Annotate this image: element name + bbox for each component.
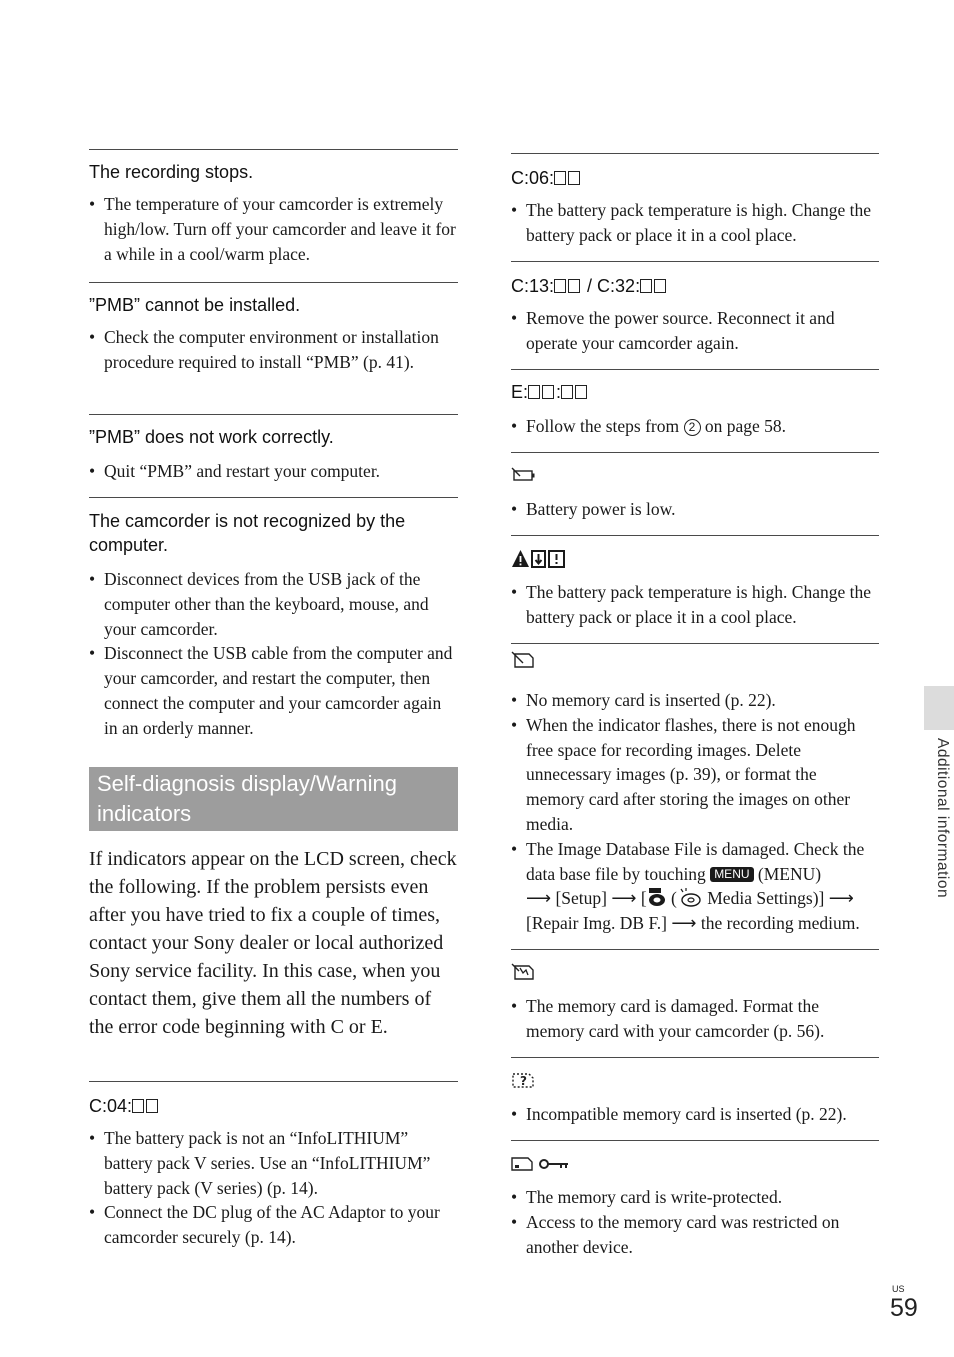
banner-title: Self-diagnosis display/Warning indicators [97, 771, 397, 826]
media-settings-icon [647, 887, 667, 907]
digit-box-icon [542, 385, 554, 399]
digit-box-icon [561, 385, 573, 399]
digit-box-icon [554, 279, 566, 293]
digit-box-icon [640, 279, 652, 293]
media-settings-outline-icon [677, 887, 703, 907]
list-item: • No memory card is inserted (p. 22). [511, 688, 879, 713]
section-heading: ”PMB” does not work correctly. [89, 427, 334, 447]
list-item: • When the indicator flashes, there is not enough free space for recording images. Delete unnecessary images (p. 39), or format the memory card after storing the images on other media. [511, 713, 879, 837]
digit-box-icon [554, 171, 566, 185]
write-protected-card-icon [511, 1154, 571, 1172]
digit-box-icon [568, 279, 580, 293]
list-item: • Remove the power source. Reconnect it and operate your camcorder again. [511, 306, 879, 356]
digit-box-icon [528, 385, 540, 399]
section-card-incompatible [511, 1057, 879, 1124]
section-battery-temp [511, 535, 879, 627]
error-code-heading: C:13: / C:32: [511, 274, 879, 298]
list-item: • Battery power is low. [511, 497, 879, 522]
list-item: • The temperature of your camcorder is extremely high/low. Turn off your camcorder and leave it for a while in a cool/warm place. [89, 192, 458, 266]
section-pmb-install [89, 282, 458, 372]
digit-box-icon [132, 1099, 144, 1113]
section-heading: The camcorder is not recognized by the computer. [89, 511, 406, 555]
no-memory-card-icon [511, 651, 537, 669]
list-item: • The Image Database File is damaged. Check the data base file by touching MENU (MENU) ⟶ [Setup] ⟶ [ ( Media Settings)] ⟶ [Repair Img. DB F.] ⟶ the recording medium. [511, 837, 879, 936]
error-code-heading: C:04: [89, 1094, 458, 1118]
svg-text:?: ? [520, 1074, 527, 1088]
page-region-code: US [892, 1284, 905, 1294]
battery-low-icon [511, 467, 537, 483]
arrow-right-icon: ⟶ [828, 888, 854, 909]
incompatible-memory-card-icon [511, 1071, 537, 1089]
section-pmb-not-working [89, 414, 458, 481]
digit-box-icon [575, 385, 587, 399]
section-card-damaged [511, 949, 879, 1041]
arrow-right-icon: ⟶ [526, 888, 552, 909]
section-code-c04 [89, 1081, 458, 1248]
digit-box-icon [568, 171, 580, 185]
section-not-recognized [89, 497, 458, 738]
intro-paragraph: If indicators appear on the LCD screen, check the following. If the problem persists even after you have tried to fix a couple of times, contact your Sony dealer or local authorized Sony service facility. In this case, when you contact them, give them all the numbers of the error code beginning with C or E. [89, 848, 457, 1038]
digit-box-icon [146, 1099, 158, 1113]
list-item: • Access to the memory card was restricted on another device. [511, 1210, 879, 1260]
page-number: 59 [890, 1294, 918, 1322]
step-number-badge: 2 [684, 419, 701, 436]
section-heading: The recording stops. [89, 162, 254, 182]
section-card-protected [511, 1140, 879, 1257]
list-item: • Incompatible memory card is inserted (p. 22). [511, 1102, 879, 1127]
list-item: • The battery pack temperature is high. Change the battery pack or place it in a cool place. [511, 198, 879, 248]
section-code-c06 [511, 153, 879, 245]
battery-warning-icon [511, 548, 567, 568]
list-item: • The memory card is write-protected. [511, 1185, 879, 1210]
list-item: • Quit “PMB” and restart your computer. [89, 459, 458, 484]
list-item: • Follow the steps from 2 on page 58. [511, 414, 879, 439]
menu-key-icon: MENU [710, 867, 753, 882]
section-tab-marker [924, 686, 954, 730]
list-item: • Disconnect devices from the USB jack of the computer other than the keyboard, mouse, and your camcorder. [89, 567, 458, 641]
list-item: • Check the computer environment or installation procedure required to install “PMB” (p. 41). [89, 325, 458, 375]
section-heading: ”PMB” cannot be installed. [89, 295, 301, 315]
side-section-label: Additional information [934, 738, 951, 899]
section-code-e [511, 369, 879, 436]
list-item: • The battery pack temperature is high. Change the battery pack or place it in a cool place. [511, 580, 879, 630]
list-item: • Disconnect the USB cable from the computer and your camcorder, and restart the computer, then connect the computer and your camcorder again in an orderly manner. [89, 641, 458, 740]
list-item: • Connect the DC plug of the AC Adaptor to your camcorder securely (p. 14). [89, 1200, 458, 1250]
digit-box-icon [654, 279, 666, 293]
arrow-right-icon: ⟶ [611, 888, 637, 909]
section-recording-stops [89, 149, 458, 264]
section-no-card [511, 643, 879, 934]
arrow-right-icon: ⟶ [671, 913, 697, 934]
error-code-heading: E: : [511, 380, 879, 404]
error-code-heading: C:06: [511, 166, 879, 190]
list-item: • The battery pack is not an “InfoLITHIUM” battery pack V series. Use an “InfoLITHIUM” battery pack (V series) (p. 14). [89, 1126, 458, 1200]
section-battery-low [511, 452, 879, 519]
section-code-c13-c32 [511, 261, 879, 353]
section-banner [89, 767, 458, 831]
damaged-memory-card-icon [511, 963, 537, 981]
list-item: • The memory card is damaged. Format the memory card with your camcorder (p. 56). [511, 994, 879, 1044]
